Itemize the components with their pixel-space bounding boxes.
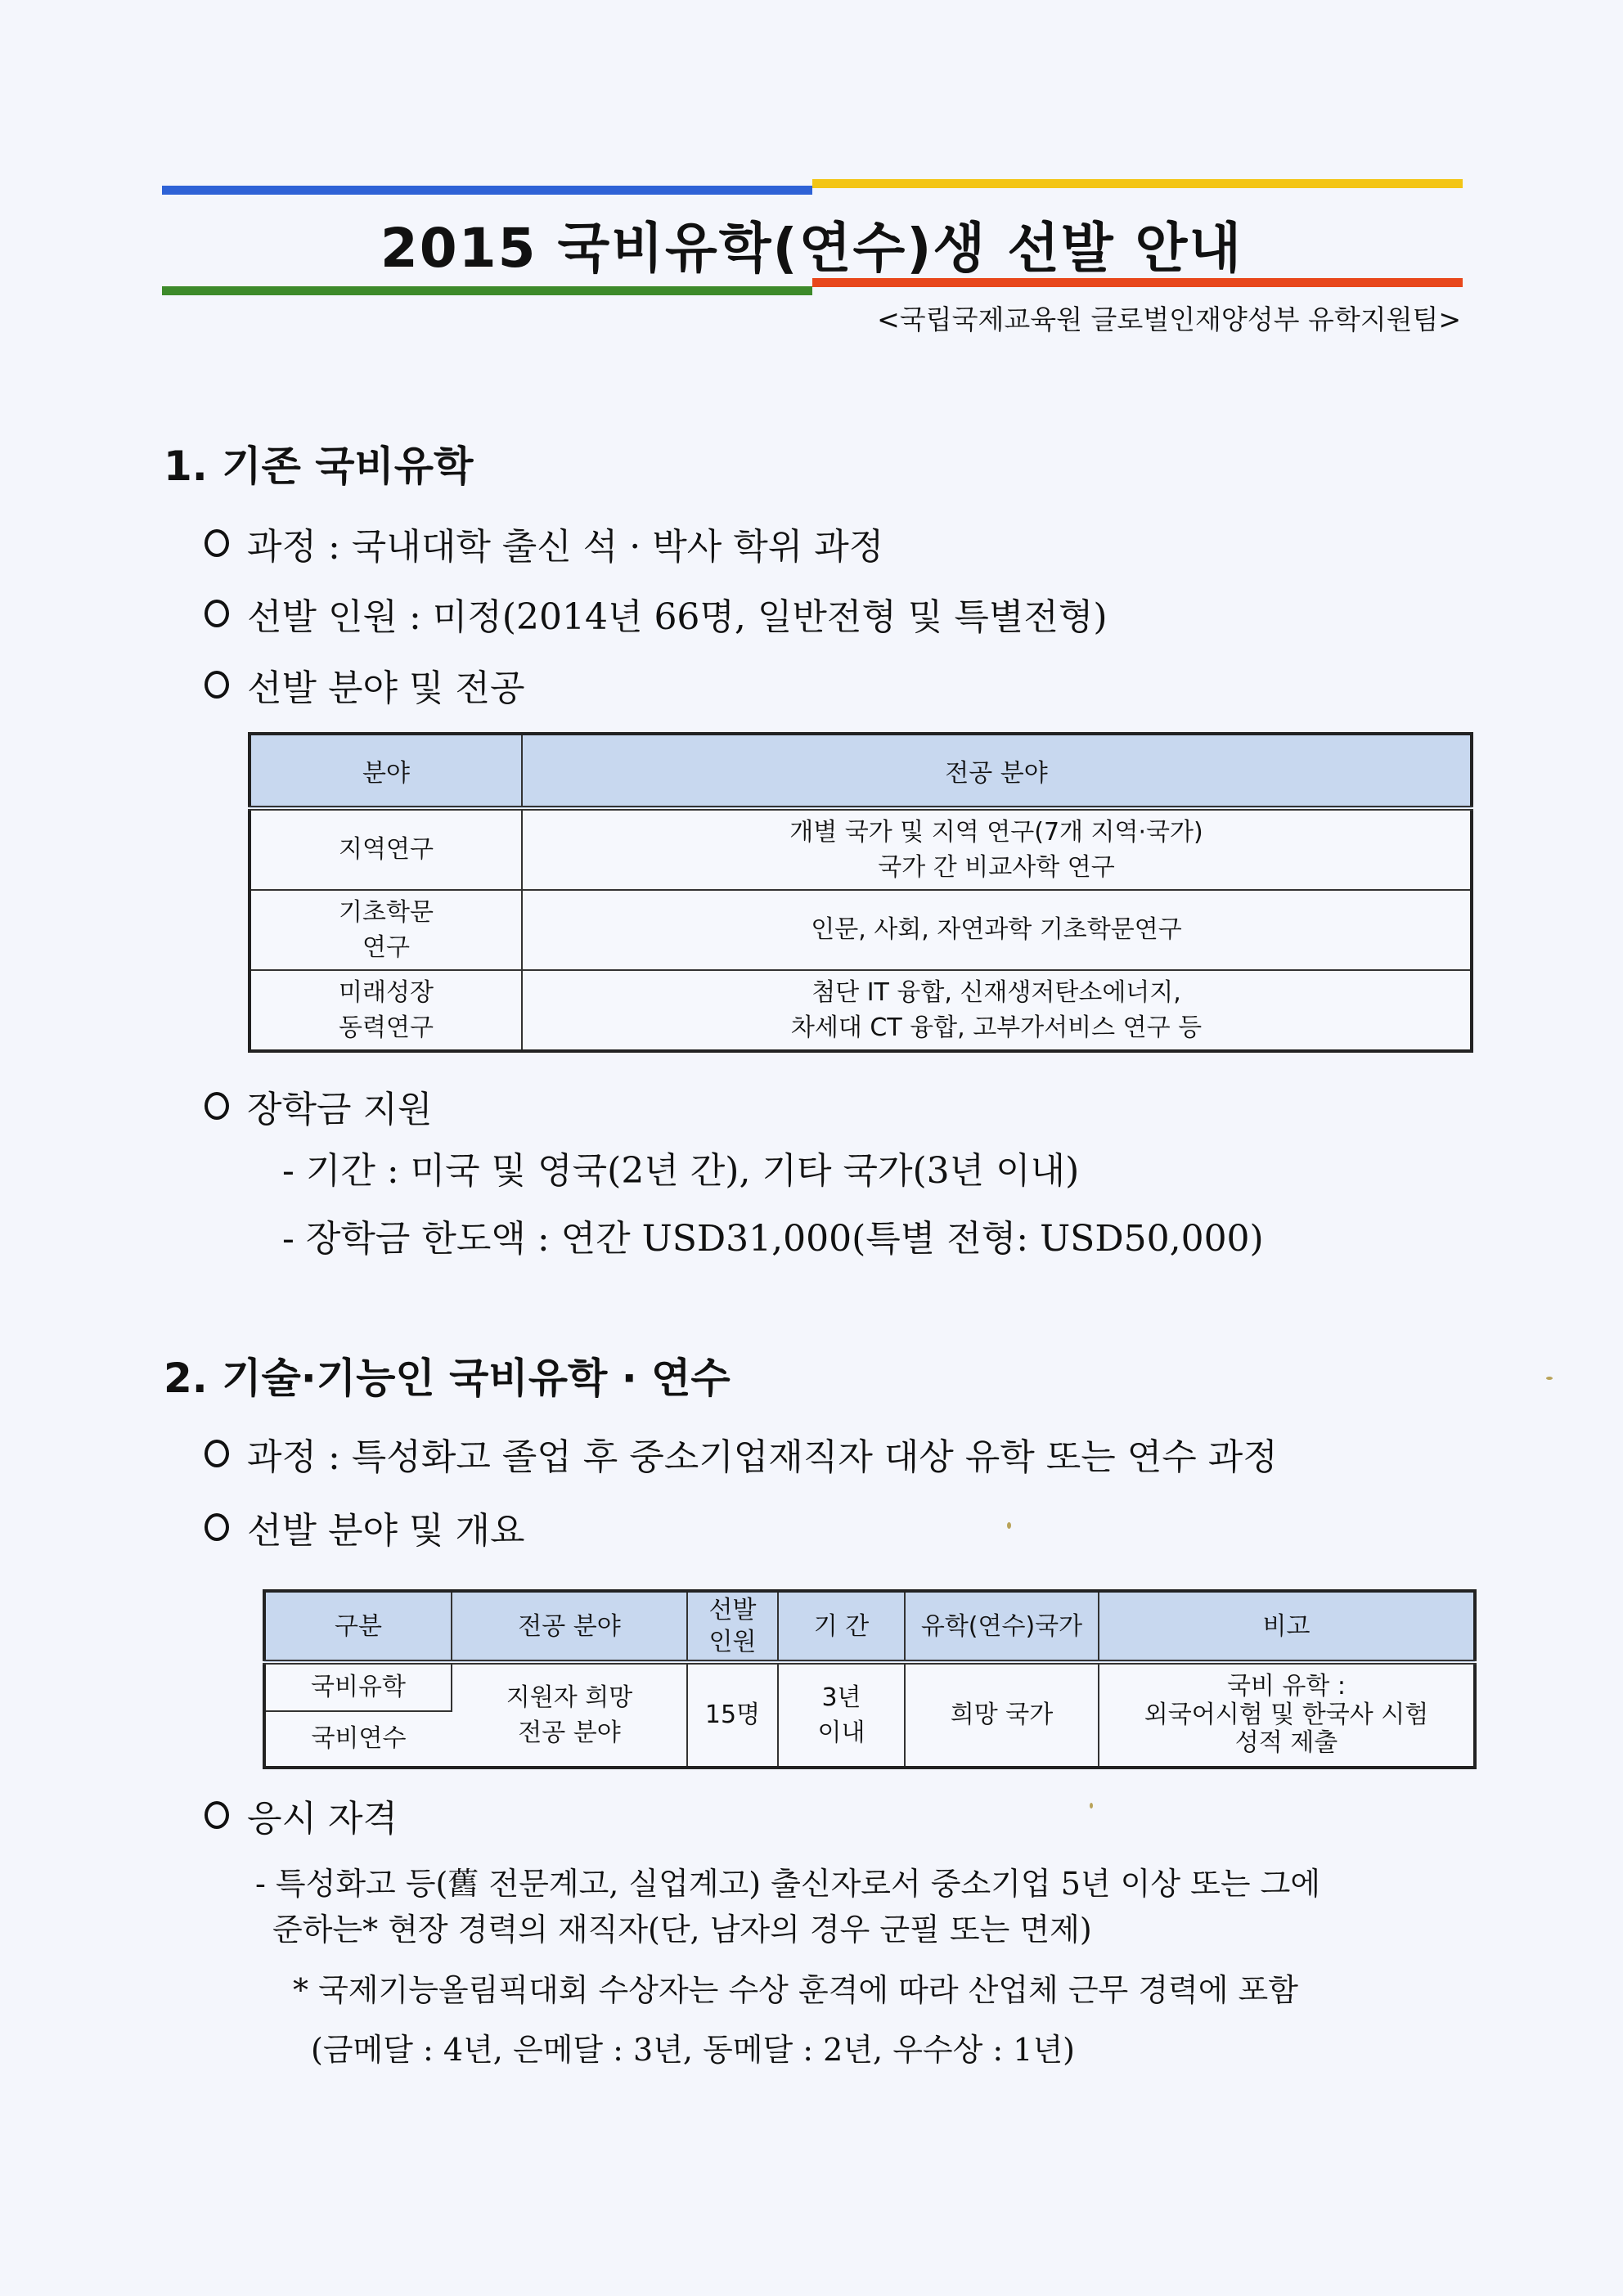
section-1-bullet-scholarship [205, 1080, 433, 1132]
circle-bullet-icon [205, 1801, 229, 1829]
table-header-note: 비고 [1099, 1591, 1475, 1662]
circle-bullet-icon [205, 600, 229, 627]
table-header-field: 분야 [250, 734, 522, 808]
eligibility-line-1: - 특성화고 등(舊 전문계고, 실업계고) 출신자로서 중소기업 5년 이상 또는 그에 [255, 1866, 1321, 1902]
scan-speck [1546, 1377, 1553, 1380]
circle-bullet-icon [205, 671, 229, 699]
section-1-bullet-course [205, 517, 883, 569]
bullet-text: 응시 자격 [247, 1798, 398, 1840]
section-2-bullet-overview [205, 1501, 525, 1553]
cell-major: 인문, 사회, 자연과학 기초학문연구 [522, 890, 1472, 970]
eligibility-note-2: (금메달 : 4년, 은메달 : 3년, 동메달 : 2년, 우수상 : 1년) [311, 2032, 1076, 2068]
cell-country: 희망 국가 [905, 1662, 1099, 1768]
scan-speck [1007, 1522, 1011, 1529]
section-2-bullet-course [205, 1427, 1278, 1480]
circle-bullet-icon [205, 529, 229, 557]
table-row [250, 890, 1472, 970]
bullet-text: 장학금 지원 [247, 1089, 433, 1130]
top-stripe-left [162, 186, 812, 195]
cell-major-line: 첨단 IT 융합, 신재생저탄소에너지, [812, 977, 1181, 1007]
section-1-bullet-fields [205, 658, 525, 711]
circle-bullet-icon [205, 1513, 229, 1541]
section-1-bullet-quota [205, 587, 1108, 640]
cell-field [250, 890, 522, 970]
cell-line: 외국어시험 및 한국사 시험 [1144, 1700, 1429, 1729]
cell-quota: 15명 [687, 1662, 778, 1768]
circle-bullet-icon [205, 1440, 229, 1467]
table-row [250, 970, 1472, 1051]
table-row [250, 808, 1472, 890]
cell-type-study: 국비유학 [264, 1662, 452, 1711]
header-line: 선발 [708, 1596, 757, 1624]
bullet-text: 과정 : 특성화고 졸업 후 중소기업재직자 대상 유학 또는 연수 과정 [247, 1436, 1278, 1478]
eligibility-line-2: 준하는* 현장 경력의 재직자(단, 남자의 경우 군필 또는 면제) [272, 1912, 1092, 1948]
bottom-stripe-left [162, 286, 812, 295]
cell-field: 지역연구 [250, 808, 522, 890]
table-header-country: 유학(연수)국가 [905, 1591, 1099, 1662]
cell-line: 지원자 희망 [506, 1683, 633, 1712]
page-title: 2015 국비유학(연수)생 선발 안내 [380, 217, 1243, 280]
cell-line: 3년 [821, 1683, 861, 1712]
table-header-quota [687, 1591, 778, 1662]
cell-major [452, 1662, 687, 1768]
cell-field [250, 970, 522, 1051]
cell-major-line: 개별 국가 및 지역 연구(7개 지역·국가) [789, 817, 1203, 847]
cell-field-line: 미래성장 [339, 977, 434, 1007]
circle-bullet-icon [205, 1092, 229, 1120]
cell-field-line: 동력연구 [339, 1013, 434, 1042]
scholarship-limit: - 장학금 한도액 : 연간 USD31,000(특별 전형: USD50,000) [282, 1218, 1264, 1260]
bullet-text: 선발 분야 및 전공 [247, 667, 525, 709]
cell-field-line: 기초학문 [339, 897, 434, 927]
table-header-type: 구분 [264, 1591, 452, 1662]
cell-field-line: 연구 [362, 933, 410, 962]
section-2-bullet-eligibility [205, 1789, 398, 1841]
scan-speck [1090, 1803, 1093, 1808]
cell-line: 전공 분야 [518, 1719, 621, 1747]
table-header-period: 기 간 [778, 1591, 905, 1662]
cell-major [522, 808, 1472, 890]
scholarship-period: - 기간 : 미국 및 영국(2년 간), 기타 국가(3년 이내) [282, 1150, 1080, 1192]
bullet-text: 선발 인원 : 미정(2014년 66명, 일반전형 및 특별전형) [247, 596, 1108, 638]
overview-table [263, 1589, 1477, 1769]
section-2-heading: 2. 기술·기능인 국비유학 · 연수 [164, 1355, 731, 1402]
page-subtitle: <국립국제교육원 글로벌인재양성부 유학지원팀> [877, 303, 1461, 335]
cell-line: 성적 제출 [1234, 1728, 1338, 1758]
cell-major-line: 차세대 CT 융합, 고부가서비스 연구 등 [790, 1013, 1203, 1042]
table-row [264, 1662, 1475, 1711]
cell-line: 국비 유학 : [1226, 1672, 1347, 1701]
bullet-text: 선발 분야 및 개요 [247, 1510, 525, 1552]
eligibility-note-1: * 국제기능올림픽대회 수상자는 수상 훈격에 따라 산업체 근무 경력에 포함 [293, 1972, 1298, 2008]
cell-major [522, 970, 1472, 1051]
section-1-heading: 1. 기존 국비유학 [164, 443, 474, 490]
header-line: 인원 [708, 1628, 757, 1656]
bullet-text: 과정 : 국내대학 출신 석 · 박사 학위 과정 [247, 526, 884, 568]
cell-type-training: 국비연수 [264, 1711, 452, 1768]
table-header-major: 전공 분야 [522, 734, 1472, 808]
cell-line: 이내 [817, 1719, 865, 1747]
fields-majors-table [248, 732, 1473, 1053]
cell-period [778, 1662, 905, 1768]
top-stripe-right [812, 179, 1463, 188]
cell-major-line: 국가 간 비교사학 연구 [878, 853, 1115, 882]
cell-note [1099, 1662, 1475, 1768]
table-header-major: 전공 분야 [452, 1591, 687, 1662]
